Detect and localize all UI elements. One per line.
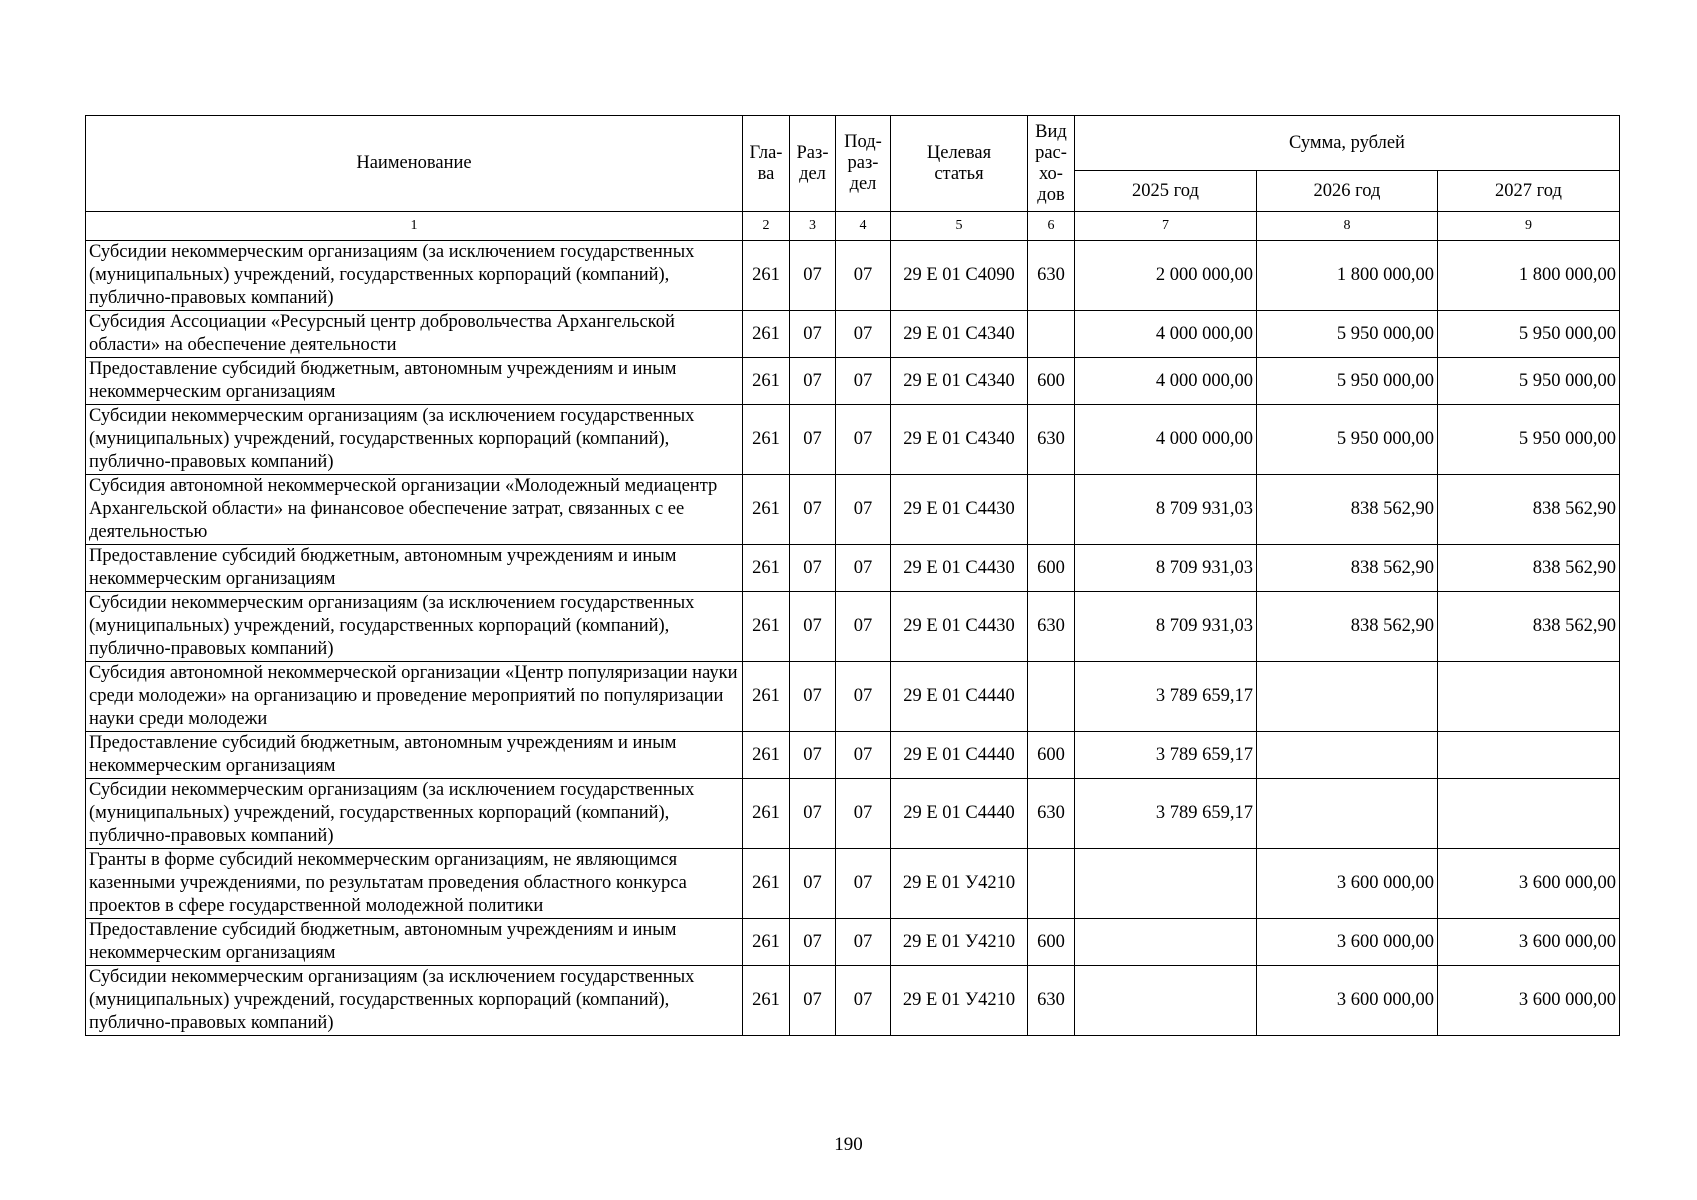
cell-name: Предоставление субсидий бюджетным, автономным учреждениям и иным некоммерческим организациям xyxy=(86,919,743,966)
cell-razdel: 07 xyxy=(790,966,836,1036)
cell-podrazdel: 07 xyxy=(836,849,891,919)
cell-sum-2027: 3 600 000,00 xyxy=(1438,919,1620,966)
cell-razdel: 07 xyxy=(790,919,836,966)
cell-podrazdel: 07 xyxy=(836,241,891,311)
cell-name: Субсидии некоммерческим организациям (за исключением государственных (муниципальных) учреждений, государственных корпораций (компаний), публично-правовых компаний) xyxy=(86,966,743,1036)
column-number-row xyxy=(86,212,1620,241)
cell-glava: 261 xyxy=(743,592,790,662)
cell-sum-2027 xyxy=(1438,662,1620,732)
cell-podrazdel: 07 xyxy=(836,405,891,475)
cell-sum-2027 xyxy=(1438,732,1620,779)
cell-podrazdel: 07 xyxy=(836,732,891,779)
cell-sum-2025 xyxy=(1075,919,1257,966)
cell-razdel: 07 xyxy=(790,662,836,732)
cell-glava: 261 xyxy=(743,779,790,849)
cell-podrazdel: 07 xyxy=(836,311,891,358)
cell-name: Гранты в форме субсидий некоммерческим организациям, не являющимся казенными учреждениями, по результатам проведения областного конкурса проектов в сфере государственной молодежной политики xyxy=(86,849,743,919)
cell-vid-raskhodov: 630 xyxy=(1028,592,1075,662)
col-header-podrazdel: Под- раз- дел xyxy=(836,116,891,212)
cell-podrazdel: 07 xyxy=(836,358,891,405)
cell-tselevaya-statya: 29 Е 01 С4430 xyxy=(891,592,1028,662)
cell-sum-2025: 3 789 659,17 xyxy=(1075,662,1257,732)
cell-vid-raskhodov: 600 xyxy=(1028,358,1075,405)
page-number: 190 xyxy=(834,1134,863,1155)
cell-sum-2026: 3 600 000,00 xyxy=(1257,966,1438,1036)
cell-sum-2025 xyxy=(1075,849,1257,919)
table-row xyxy=(86,919,1620,966)
cell-razdel: 07 xyxy=(790,779,836,849)
cell-sum-2026: 838 562,90 xyxy=(1257,545,1438,592)
cell-sum-2026: 5 950 000,00 xyxy=(1257,311,1438,358)
cell-sum-2027: 1 800 000,00 xyxy=(1438,241,1620,311)
cell-razdel: 07 xyxy=(790,849,836,919)
cell-sum-2026 xyxy=(1257,732,1438,779)
cell-glava: 261 xyxy=(743,475,790,545)
col-header-glava: Гла- ва xyxy=(743,116,790,212)
cell-tselevaya-statya: 29 Е 01 С4340 xyxy=(891,311,1028,358)
cell-sum-2025: 4 000 000,00 xyxy=(1075,405,1257,475)
column-number: 5 xyxy=(891,212,1028,241)
table-row xyxy=(86,358,1620,405)
cell-name: Субсидии некоммерческим организациям (за исключением государственных (муниципальных) учреждений, государственных корпораций (компаний), публично-правовых компаний) xyxy=(86,405,743,475)
cell-vid-raskhodov: 630 xyxy=(1028,241,1075,311)
cell-podrazdel: 07 xyxy=(836,475,891,545)
cell-name: Субсидия автономной некоммерческой организации «Молодежный медиацентр Архангельской области» на финансовое обеспечение затрат, связанных с ее деятельностью xyxy=(86,475,743,545)
cell-glava: 261 xyxy=(743,849,790,919)
table-row xyxy=(86,849,1620,919)
cell-tselevaya-statya: 29 Е 01 У4210 xyxy=(891,966,1028,1036)
cell-glava: 261 xyxy=(743,405,790,475)
cell-sum-2026: 3 600 000,00 xyxy=(1257,849,1438,919)
cell-vid-raskhodov: 630 xyxy=(1028,779,1075,849)
cell-tselevaya-statya: 29 Е 01 У4210 xyxy=(891,849,1028,919)
col-header-2026: 2026 год xyxy=(1257,171,1438,212)
cell-tselevaya-statya: 29 Е 01 С4440 xyxy=(891,779,1028,849)
cell-vid-raskhodov: 600 xyxy=(1028,732,1075,779)
cell-vid-raskhodov xyxy=(1028,662,1075,732)
cell-tselevaya-statya: 29 Е 01 С4430 xyxy=(891,545,1028,592)
col-header-summa: Сумма, рублей xyxy=(1075,116,1620,171)
cell-vid-raskhodov: 630 xyxy=(1028,966,1075,1036)
cell-name: Субсидии некоммерческим организациям (за исключением государственных (муниципальных) учреждений, государственных корпораций (компаний), публично-правовых компаний) xyxy=(86,241,743,311)
col-header-2027: 2027 год xyxy=(1438,171,1620,212)
cell-sum-2027: 3 600 000,00 xyxy=(1438,966,1620,1036)
cell-sum-2027: 5 950 000,00 xyxy=(1438,311,1620,358)
column-number: 7 xyxy=(1075,212,1257,241)
cell-razdel: 07 xyxy=(790,241,836,311)
cell-sum-2025: 4 000 000,00 xyxy=(1075,358,1257,405)
col-header-razdel: Раз- дел xyxy=(790,116,836,212)
cell-podrazdel: 07 xyxy=(836,966,891,1036)
column-number: 2 xyxy=(743,212,790,241)
cell-razdel: 07 xyxy=(790,592,836,662)
cell-sum-2025: 8 709 931,03 xyxy=(1075,592,1257,662)
table-row xyxy=(86,241,1620,311)
cell-podrazdel: 07 xyxy=(836,662,891,732)
col-header-name: Наименование xyxy=(86,116,743,212)
cell-glava: 261 xyxy=(743,311,790,358)
table-row xyxy=(86,779,1620,849)
table-row xyxy=(86,405,1620,475)
cell-glava: 261 xyxy=(743,358,790,405)
table-row xyxy=(86,662,1620,732)
cell-sum-2025: 8 709 931,03 xyxy=(1075,475,1257,545)
cell-name: Субсидия автономной некоммерческой организации «Центр популяризации науки среди молодежи» на организацию и проведение мероприятий по популяризации науки среди молодежи xyxy=(86,662,743,732)
cell-sum-2025: 3 789 659,17 xyxy=(1075,732,1257,779)
cell-podrazdel: 07 xyxy=(836,545,891,592)
cell-sum-2026 xyxy=(1257,779,1438,849)
table-row xyxy=(86,311,1620,358)
col-header-tselevaya-statya: Целевая статья xyxy=(891,116,1028,212)
cell-glava: 261 xyxy=(743,662,790,732)
cell-name: Предоставление субсидий бюджетным, автономным учреждениям и иным некоммерческим организациям xyxy=(86,358,743,405)
cell-sum-2027: 3 600 000,00 xyxy=(1438,849,1620,919)
cell-sum-2026: 838 562,90 xyxy=(1257,475,1438,545)
cell-razdel: 07 xyxy=(790,475,836,545)
cell-vid-raskhodov: 630 xyxy=(1028,405,1075,475)
cell-razdel: 07 xyxy=(790,545,836,592)
table-row xyxy=(86,592,1620,662)
cell-sum-2027: 838 562,90 xyxy=(1438,592,1620,662)
column-number: 3 xyxy=(790,212,836,241)
cell-tselevaya-statya: 29 Е 01 У4210 xyxy=(891,919,1028,966)
budget-table xyxy=(85,115,1620,1036)
cell-sum-2027: 838 562,90 xyxy=(1438,475,1620,545)
cell-vid-raskhodov: 600 xyxy=(1028,919,1075,966)
cell-name: Субсидия Ассоциации «Ресурсный центр добровольчества Архангельской области» на обеспечение деятельности xyxy=(86,311,743,358)
cell-sum-2025: 4 000 000,00 xyxy=(1075,311,1257,358)
cell-podrazdel: 07 xyxy=(836,919,891,966)
cell-sum-2027: 5 950 000,00 xyxy=(1438,358,1620,405)
column-number: 1 xyxy=(86,212,743,241)
table-header xyxy=(86,116,1620,241)
column-number: 4 xyxy=(836,212,891,241)
table-row xyxy=(86,545,1620,592)
column-number: 8 xyxy=(1257,212,1438,241)
cell-glava: 261 xyxy=(743,545,790,592)
cell-sum-2027: 838 562,90 xyxy=(1438,545,1620,592)
col-header-2025: 2025 год xyxy=(1075,171,1257,212)
cell-sum-2025: 3 789 659,17 xyxy=(1075,779,1257,849)
table-row xyxy=(86,475,1620,545)
cell-vid-raskhodov xyxy=(1028,475,1075,545)
cell-sum-2026: 1 800 000,00 xyxy=(1257,241,1438,311)
cell-glava: 261 xyxy=(743,241,790,311)
col-header-vid-raskhodov: Вид рас- хо- дов xyxy=(1028,116,1075,212)
cell-glava: 261 xyxy=(743,732,790,779)
cell-razdel: 07 xyxy=(790,311,836,358)
cell-tselevaya-statya: 29 Е 01 С4440 xyxy=(891,662,1028,732)
cell-sum-2027 xyxy=(1438,779,1620,849)
cell-podrazdel: 07 xyxy=(836,592,891,662)
cell-name: Субсидии некоммерческим организациям (за исключением государственных (муниципальных) учреждений, государственных корпораций (компаний), публично-правовых компаний) xyxy=(86,779,743,849)
cell-glava: 261 xyxy=(743,966,790,1036)
cell-tselevaya-statya: 29 Е 01 С4340 xyxy=(891,405,1028,475)
cell-vid-raskhodov xyxy=(1028,849,1075,919)
table-row xyxy=(86,966,1620,1036)
cell-sum-2026: 838 562,90 xyxy=(1257,592,1438,662)
cell-razdel: 07 xyxy=(790,405,836,475)
column-number: 9 xyxy=(1438,212,1620,241)
cell-tselevaya-statya: 29 Е 01 С4340 xyxy=(891,358,1028,405)
cell-podrazdel: 07 xyxy=(836,779,891,849)
table-row xyxy=(86,732,1620,779)
table-body xyxy=(86,241,1620,1036)
cell-sum-2025: 8 709 931,03 xyxy=(1075,545,1257,592)
cell-sum-2026: 3 600 000,00 xyxy=(1257,919,1438,966)
cell-name: Субсидии некоммерческим организациям (за исключением государственных (муниципальных) учреждений, государственных корпораций (компаний), публично-правовых компаний) xyxy=(86,592,743,662)
cell-tselevaya-statya: 29 Е 01 С4430 xyxy=(891,475,1028,545)
cell-sum-2025 xyxy=(1075,966,1257,1036)
cell-razdel: 07 xyxy=(790,732,836,779)
cell-vid-raskhodov xyxy=(1028,311,1075,358)
cell-glava: 261 xyxy=(743,919,790,966)
cell-name: Предоставление субсидий бюджетным, автономным учреждениям и иным некоммерческим организациям xyxy=(86,545,743,592)
cell-tselevaya-statya: 29 Е 01 С4440 xyxy=(891,732,1028,779)
cell-sum-2025: 2 000 000,00 xyxy=(1075,241,1257,311)
column-number: 6 xyxy=(1028,212,1075,241)
cell-sum-2026: 5 950 000,00 xyxy=(1257,405,1438,475)
cell-tselevaya-statya: 29 Е 01 С4090 xyxy=(891,241,1028,311)
cell-sum-2026 xyxy=(1257,662,1438,732)
cell-name: Предоставление субсидий бюджетным, автономным учреждениям и иным некоммерческим организациям xyxy=(86,732,743,779)
cell-sum-2026: 5 950 000,00 xyxy=(1257,358,1438,405)
cell-vid-raskhodov: 600 xyxy=(1028,545,1075,592)
cell-sum-2027: 5 950 000,00 xyxy=(1438,405,1620,475)
cell-razdel: 07 xyxy=(790,358,836,405)
